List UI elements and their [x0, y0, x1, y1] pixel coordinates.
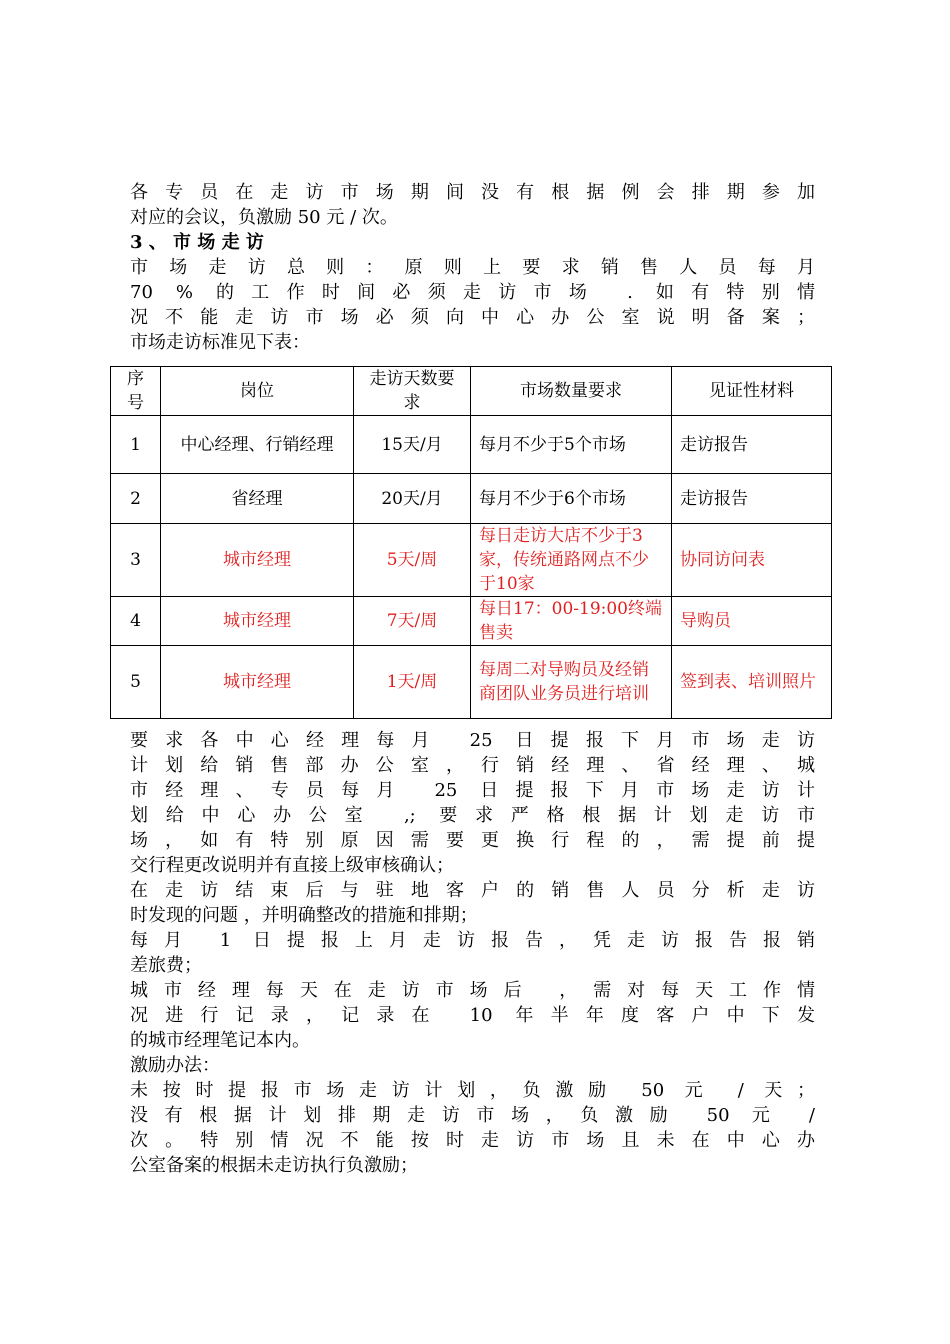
after-line-14: 激励办法： [130, 1055, 220, 1076]
after-line-12: 况进行记录，记录在 10 年半年度客户中下发 [130, 1005, 815, 1026]
header-markets: 市场数量要求 [471, 367, 672, 416]
table-header-row [111, 367, 832, 416]
cell-no: 5 [111, 646, 161, 719]
cell-no: 1 [111, 416, 161, 474]
after-line-1: 要求各中心经理每月 25 日提报下月市场走访 [130, 730, 815, 751]
after-line-17: 次。特别情况不能按时走访市场且未在中心办 [130, 1130, 815, 1151]
after-line-10: 差旅费； [130, 955, 202, 976]
intro-line-1: 各专员在走访市场期间没有根据例会排期参加 [130, 182, 815, 203]
cell-markets: 每日走访大店不少于3家，传统通路网点不少于10家 [471, 524, 672, 597]
after-line-9: 每月 1 日提报上月走访报告，凭走访报告报销 [130, 930, 815, 951]
cell-markets: 每月不少于6个市场 [471, 474, 672, 524]
cell-days: 5天/周 [354, 524, 471, 597]
cell-markets: 每日17：00-19:00终端售卖 [471, 597, 672, 646]
after-line-5: 场，如有特别原因需要更换行程的，需提前提 [130, 830, 815, 851]
table-row [111, 474, 832, 524]
cell-position: 中心经理、行销经理 [161, 416, 354, 474]
cell-markets: 每月不少于5个市场 [471, 416, 672, 474]
cell-evidence: 签到表、培训照片 [672, 646, 832, 719]
cell-no: 2 [111, 474, 161, 524]
header-days: 走访天数要求 [354, 367, 471, 416]
table-row [111, 524, 832, 597]
section-heading: 3 、 市 场 走 访 [130, 232, 264, 253]
cell-evidence: 走访报告 [672, 474, 832, 524]
cell-position: 城市经理 [161, 597, 354, 646]
header-evidence: 见证性材料 [672, 367, 832, 416]
after-line-8: 时发现的问题 ，并明确整改的措施和排期； [130, 905, 478, 926]
section-line-2: 70 % 的工作时间必须走访市场 . 如有特别情 [130, 282, 815, 303]
cell-no: 3 [111, 524, 161, 597]
header-position: 岗位 [161, 367, 354, 416]
cell-evidence: 协同访问表 [672, 524, 832, 597]
after-line-11: 城市经理每天在走访市场后 ，需对每天工作情 [130, 980, 815, 1001]
cell-position: 省经理 [161, 474, 354, 524]
cell-days: 20天/月 [354, 474, 471, 524]
cell-markets: 每周二对导购员及经销商团队业务员进行培训 [471, 646, 672, 719]
after-line-13: 的城市经理笔记本内。 [130, 1030, 310, 1051]
intro-line-2: 对应的会议，负激励 50 元 / 次。 [130, 207, 398, 228]
cell-days: 7天/周 [354, 597, 471, 646]
after-line-2: 计划给销售部办公室，行销经理、省经理、城 [130, 755, 815, 776]
after-line-16: 没有根据计划排期走访市场，负激励 50 元 / [130, 1105, 815, 1126]
after-line-18: 公室备案的根据未走访执行负激励； [130, 1155, 418, 1176]
table-row [111, 416, 832, 474]
section-line-1: 市场走访总则：原则上要求销售人员每月 [130, 257, 815, 278]
header-no: 序号 [111, 367, 161, 416]
after-line-6: 交行程更改说明并有直接上级审核确认； [130, 855, 454, 876]
after-line-15: 未按时提报市场走访计划，负激励 50 元 / 天； [130, 1080, 815, 1101]
cell-position: 城市经理 [161, 646, 354, 719]
cell-evidence: 走访报告 [672, 416, 832, 474]
after-line-4: 划给中心办公室 ,; 要求严格根据计划走访市 [130, 805, 815, 826]
market-visit-table [110, 366, 832, 719]
section-line-4: 市场走访标准见下表： [130, 332, 310, 353]
table-row [111, 597, 832, 646]
cell-position: 城市经理 [161, 524, 354, 597]
cell-no: 4 [111, 597, 161, 646]
cell-evidence: 导购员 [672, 597, 832, 646]
cell-days: 15天/月 [354, 416, 471, 474]
after-line-3: 市经理、专员每月 25 日提报下月市场走访计 [130, 780, 815, 801]
section-line-3: 况不能走访市场必须向中心办公室说明备案； [130, 307, 815, 328]
table-row [111, 646, 832, 719]
after-line-7: 在走访结束后与驻地客户的销售人员分析走访 [130, 880, 815, 901]
cell-days: 1天/周 [354, 646, 471, 719]
